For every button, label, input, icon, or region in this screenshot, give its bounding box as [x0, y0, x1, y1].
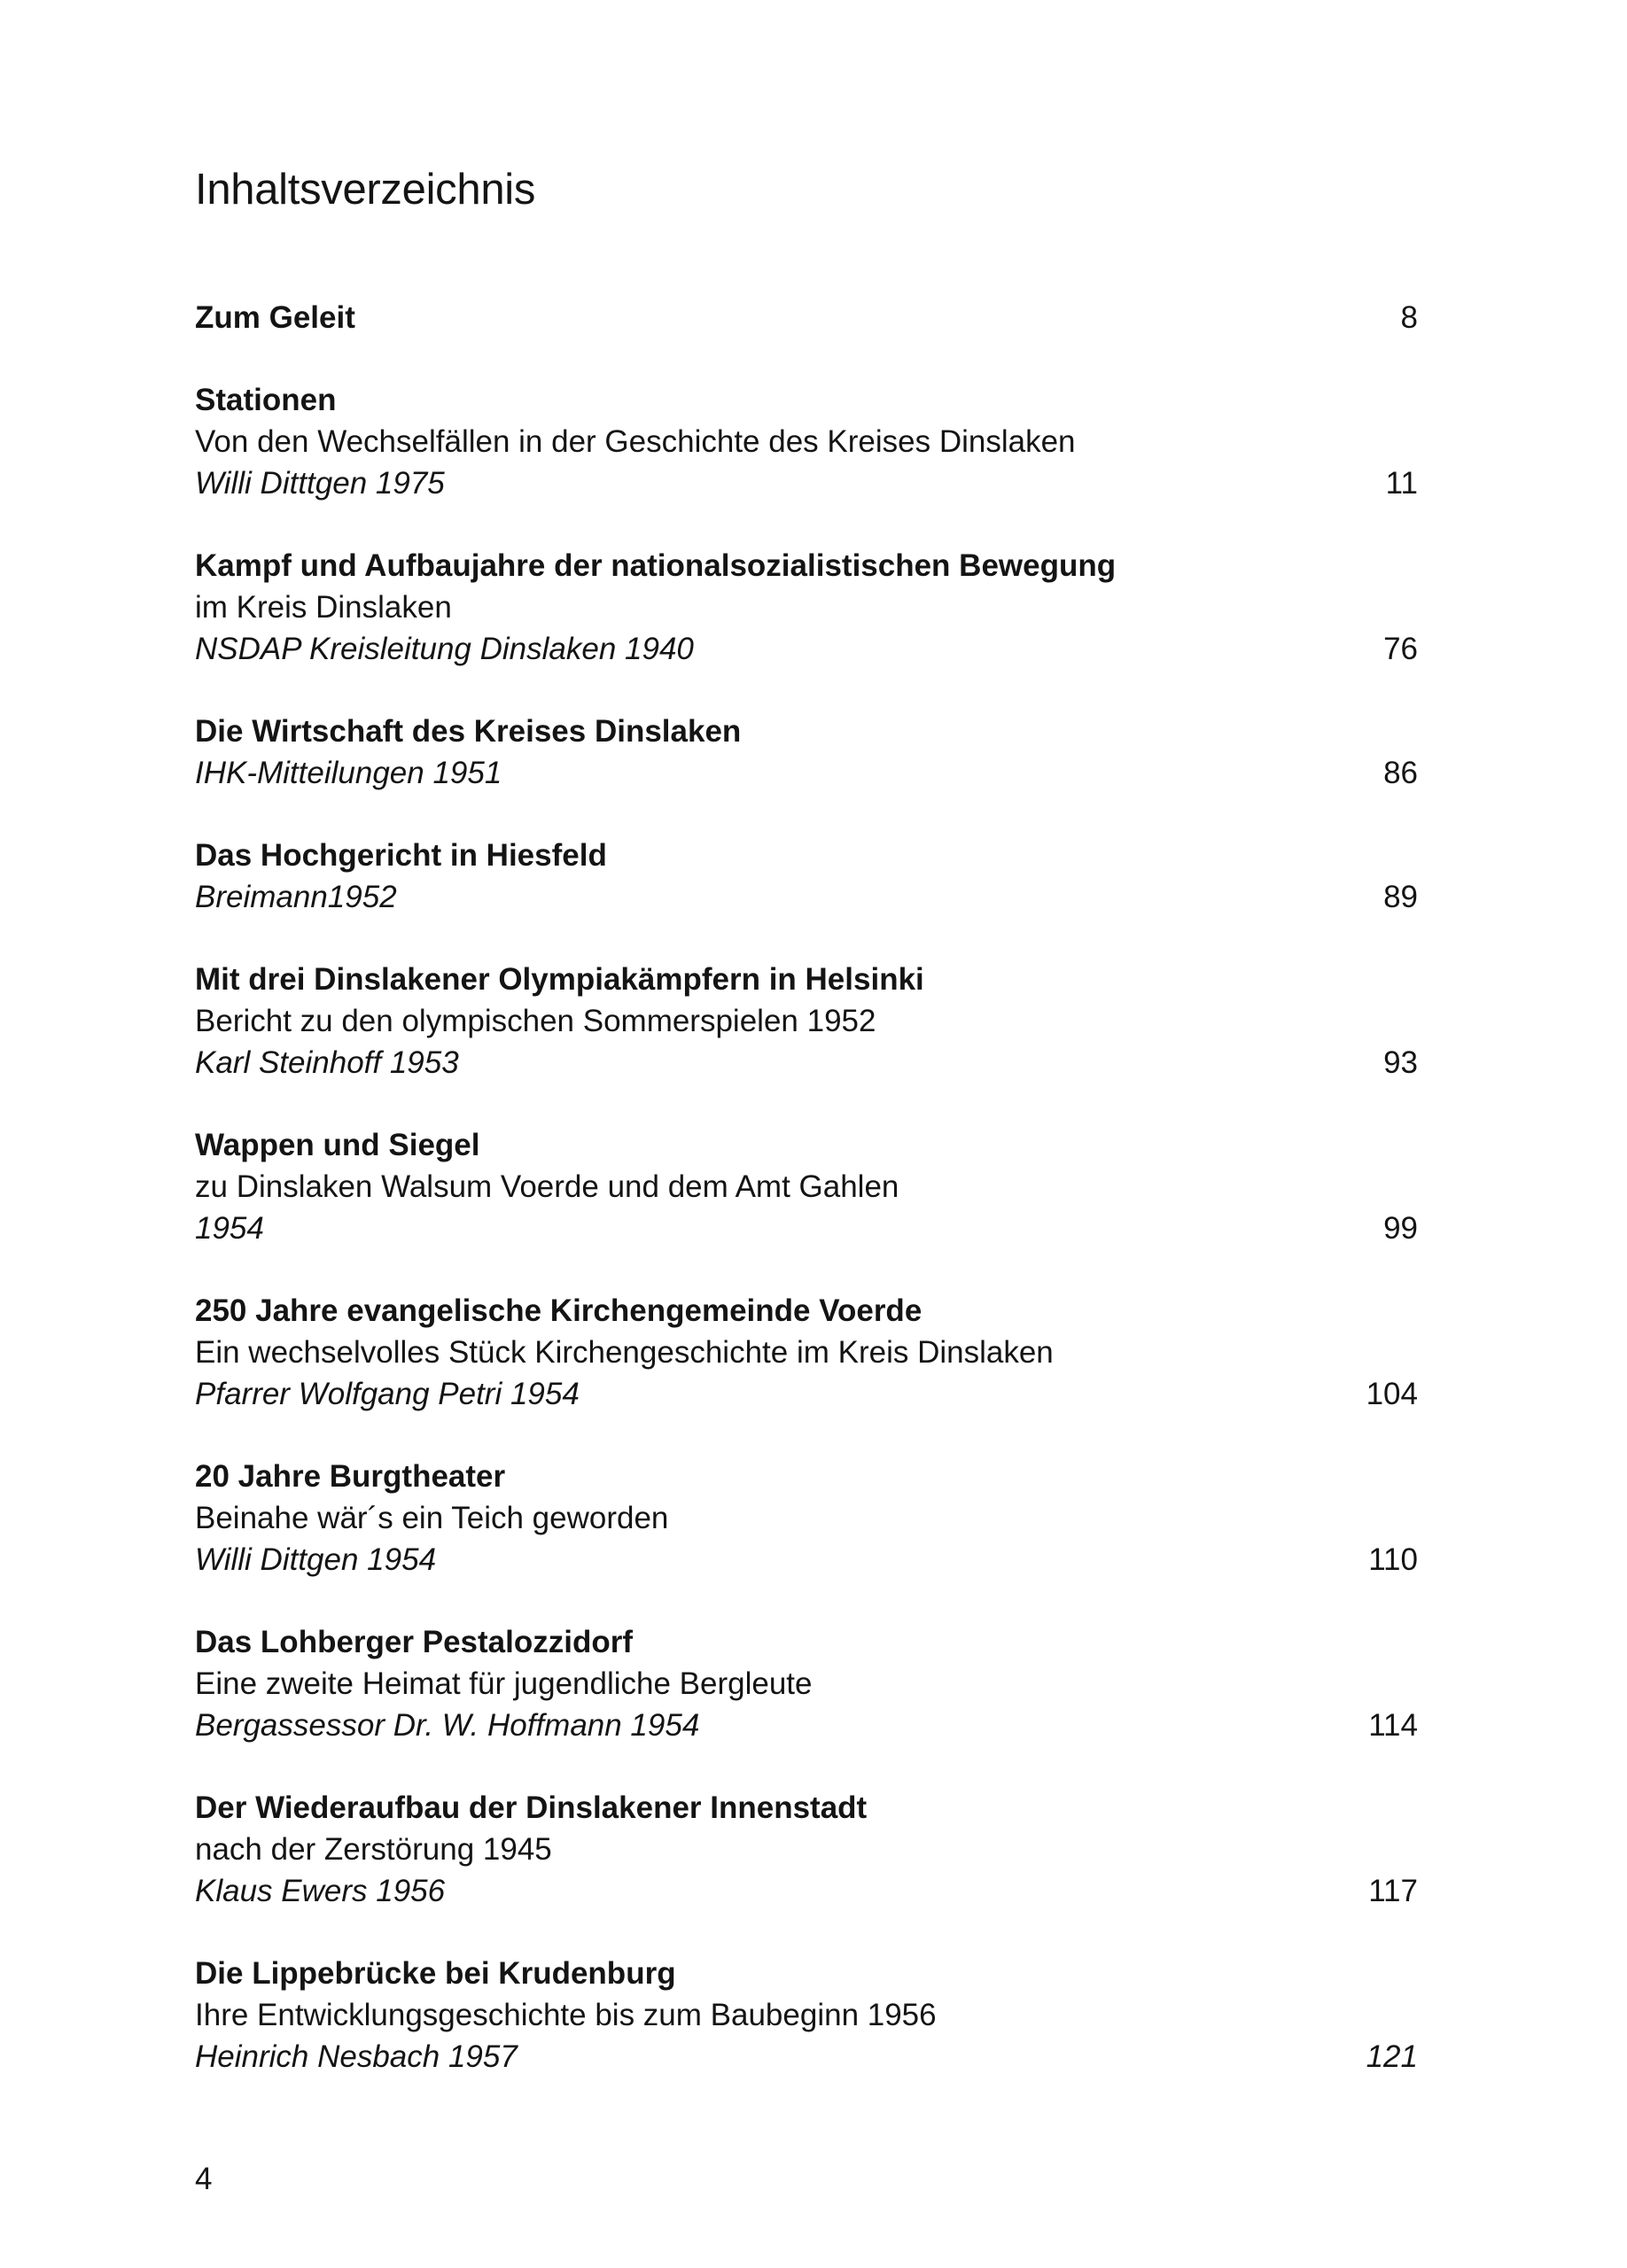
entry-author: NSDAP Kreisleitung Dinslaken 1940 — [195, 632, 694, 666]
entry-author: Willi Ditttgen 1975 — [195, 466, 445, 501]
page-number: 4 — [195, 2162, 213, 2196]
entry-page-number: 99 — [1383, 1211, 1418, 1246]
toc-entry — [195, 959, 1418, 1084]
entry-page-number: 121 — [1366, 2039, 1418, 2074]
entry-title: Mit drei Dinslakener Olympiakämpfern in Helsinki — [195, 962, 924, 997]
entry-author: IHK-Mitteilungen 1951 — [195, 756, 502, 790]
entry-title: Der Wiederaufbau der Dinslakener Innenstadt — [195, 1790, 868, 1825]
entry-subtitle: Beinahe wär´s ein Teich geworden — [195, 1501, 669, 1535]
entry-subtitle: Ein wechselvolles Stück Kirchengeschichte im Kreis Dinslaken — [195, 1335, 1054, 1370]
entry-page-number: 8 — [1400, 300, 1418, 335]
entry-author: Breimann1952 — [195, 880, 397, 914]
page-title: Inhaltsverzeichnis — [195, 166, 536, 214]
entry-title: Zum Geleit — [195, 300, 355, 335]
entry-title: 250 Jahre evangelische Kirchengemeinde Voerde — [195, 1293, 922, 1328]
entry-author: Bergassessor Dr. W. Hoffmann 1954 — [195, 1708, 700, 1743]
entry-author: Heinrich Nesbach 1957 — [195, 2039, 518, 2074]
toc-entry — [195, 1621, 1418, 1746]
entry-title: Das Lohberger Pestalozzidorf — [195, 1625, 633, 1659]
toc-entry — [195, 545, 1418, 670]
entry-page-number: 117 — [1368, 1874, 1418, 1908]
table-of-contents — [195, 297, 1418, 2118]
entry-page-number: 104 — [1366, 1377, 1418, 1411]
entry-title: Wappen und Siegel — [195, 1128, 480, 1162]
entry-title: Die Lippebrücke bei Krudenburg — [195, 1956, 676, 1991]
entry-page-number: 114 — [1368, 1708, 1418, 1743]
entry-page-number: 86 — [1383, 756, 1418, 790]
entry-author: Klaus Ewers 1956 — [195, 1874, 446, 1908]
entry-author: Karl Steinhoff 1953 — [195, 1045, 459, 1080]
entry-page-number: 110 — [1368, 1542, 1418, 1577]
toc-entry — [195, 1787, 1418, 1912]
toc-entry — [195, 1456, 1418, 1581]
toc-entry — [195, 835, 1418, 918]
entry-author: Willi Dittgen 1954 — [195, 1542, 437, 1577]
entry-title: Kampf und Aufbaujahre der nationalsozialistischen Bewegung — [195, 548, 1117, 583]
entry-page-number: 89 — [1383, 880, 1418, 914]
entry-title: Stationen — [195, 383, 337, 417]
entry-subtitle: Bericht zu den olympischen Sommerspielen 1952 — [195, 1004, 876, 1038]
entry-author: 1954 — [195, 1211, 264, 1246]
entry-page-number: 93 — [1383, 1045, 1418, 1080]
entry-page-number: 11 — [1385, 466, 1418, 501]
entry-subtitle: Ihre Entwicklungsgeschichte bis zum Baubeginn 1956 — [195, 1998, 937, 2032]
toc-entry — [195, 297, 1418, 338]
entry-author: Pfarrer Wolfgang Petri 1954 — [195, 1377, 580, 1411]
entry-title: Das Hochgericht in Hiesfeld — [195, 838, 607, 873]
entry-subtitle: nach der Zerstörung 1945 — [195, 1832, 552, 1867]
entry-subtitle: Von den Wechselfällen in der Geschichte des Kreises Dinslaken — [195, 424, 1076, 459]
toc-entry — [195, 1290, 1418, 1415]
entry-page-number: 76 — [1383, 632, 1418, 666]
entry-subtitle: Eine zweite Heimat für jugendliche Bergleute — [195, 1666, 813, 1701]
entry-subtitle: im Kreis Dinslaken — [195, 590, 452, 625]
toc-entry — [195, 711, 1418, 794]
toc-entry — [195, 1124, 1418, 1249]
entry-title: Die Wirtschaft des Kreises Dinslaken — [195, 714, 742, 749]
entry-title: 20 Jahre Burgtheater — [195, 1459, 506, 1494]
entry-subtitle: zu Dinslaken Walsum Voerde und dem Amt Gahlen — [195, 1169, 899, 1204]
toc-entry — [195, 1953, 1418, 2078]
toc-entry — [195, 379, 1418, 504]
